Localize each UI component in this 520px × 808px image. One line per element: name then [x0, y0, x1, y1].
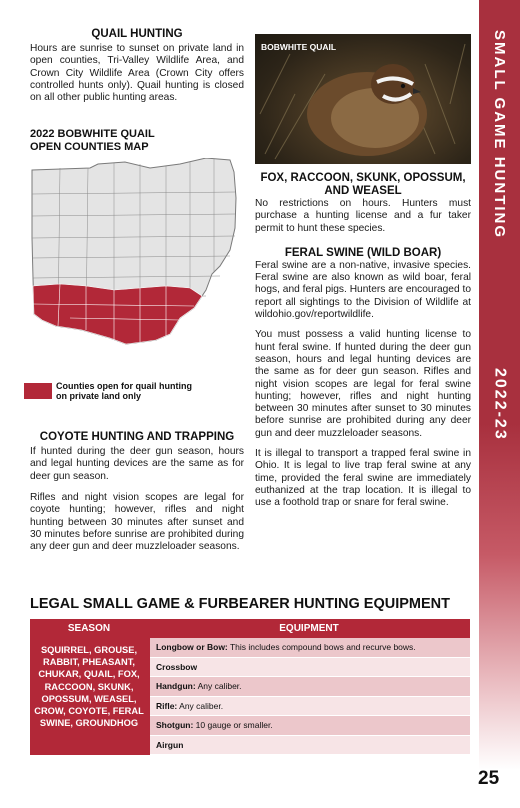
- sidebar-year: 2022-23: [491, 368, 509, 441]
- table-row: [150, 638, 470, 658]
- fox-heading: FOX, RACCOON, SKUNK, OPOSSUM, AND WEASEL: [260, 172, 466, 197]
- page-number: 25: [478, 768, 500, 789]
- map-legend: [24, 381, 196, 401]
- equipment-heading: LEGAL SMALL GAME & FURBEARER HUNTING EQUIPMENT: [30, 596, 450, 612]
- fox-text: No restrictions on hours. Hunters must purchase a hunting license and a fur taker permit to hunt these species.: [255, 198, 471, 234]
- table-row: [150, 658, 470, 678]
- map-title-line2: OPEN COUNTIES MAP: [30, 141, 149, 154]
- equipment-detail: Any caliber.: [179, 700, 224, 711]
- equipment-label: Rifle:: [156, 700, 178, 711]
- equipment-list: [148, 638, 470, 755]
- season-cell: SQUIRREL, GROUSE, RABBIT, PHEASANT, CHUKAR, QUAIL, FOX, RACCOON, SKUNK, OPOSSUM, WEASEL, CROW, COYOTE, FERAL SWINE, GROUNDHOG: [30, 638, 148, 755]
- table-header: [30, 619, 470, 638]
- equipment-label: Airgun: [156, 739, 184, 750]
- equipment-detail: 10 gauge or smaller.: [195, 720, 273, 730]
- table-row: [150, 736, 470, 756]
- ohio-map-graphic: [30, 158, 244, 358]
- map-title: [30, 128, 244, 154]
- map-title-line1: 2022 BOBWHITE QUAIL: [30, 128, 155, 141]
- table-row: [150, 677, 470, 697]
- coyote-text-1: If hunted during the deer gun season, hours and legal hunting devices are the same as for deer gun season.: [30, 446, 244, 482]
- equipment-label: Longbow or Bow:: [156, 642, 228, 652]
- coyote-text-2: Rifles and night vision scopes are legal for coyote hunting; however, rifles and night hunting between 30 minutes after sunset and 30 minutes before sunrise are prohibited during any deer gun and deer muzzleloader seasons.: [30, 492, 244, 553]
- equipment-label: Handgun:: [156, 681, 196, 691]
- feral-swine-text-1: Feral swine are a non-native, invasive species. Feral swine are also known as wild boar, feral hogs, and feral pigs. Hunters are encouraged to report all sightings to the Division of Wildlife at wildohio.gov/reportwildlife.: [255, 259, 471, 321]
- photo-caption: BOBWHITE QUAIL: [261, 42, 337, 52]
- feral-swine-text-2: You must possess a valid hunting license to hunt feral swine. If hunted during the deer gun season, hours and legal hunting devices are the same as for deer gun season. Rifles and night vision scopes are legal for feral swine hunting; however, rifles and night hunting between 30 minutes after sunset to 30 minutes before sunrise are prohibited during any deer gun and deer muzzleloader seasons.: [255, 329, 471, 439]
- feral-swine-text-3: It is illegal to transport a trapped feral swine in Ohio. It is legal to live trap feral swine at any time, provided the feral swine are immediately euthanized at the trap location. It is illegal to use a foothold trap or snare for feral swine.: [255, 448, 471, 509]
- equipment-table: [30, 619, 470, 755]
- quail-hunting-text: Hours are sunrise to sunset on private land in open counties, Tri-Valley Wildlife Area, and Crown City Wildlife Area (Crown City offers controlled hunts only). Quail hunting is closed on all other public hunting areas.: [30, 43, 244, 104]
- quail-illustration: [255, 34, 471, 164]
- sidebar-band: [479, 0, 520, 770]
- feral-swine-heading: FERAL SWINE (WILD BOAR): [284, 246, 442, 259]
- equipment-detail: This includes compound bows and recurve bows.: [229, 642, 416, 652]
- season-column-header: SEASON: [67, 623, 111, 634]
- equipment-detail: Any caliber.: [197, 681, 242, 691]
- quail-hunting-heading: QUAIL HUNTING: [91, 28, 183, 40]
- equipment-label: Crossbow: [156, 661, 198, 672]
- equipment-label: Shotgun:: [156, 720, 194, 730]
- table-row: [150, 697, 470, 717]
- left-column: [30, 28, 244, 358]
- coyote-heading: COYOTE HUNTING AND TRAPPING: [39, 431, 235, 443]
- table-row: [150, 716, 470, 736]
- equipment-column-header: EQUIPMENT: [279, 623, 339, 634]
- sidebar-section-title: SMALL GAME HUNTING: [491, 30, 508, 240]
- legend-swatch: [24, 383, 52, 399]
- legend-label: Counties open for quail hunting on private land only: [56, 381, 192, 401]
- ohio-county-map: [30, 158, 244, 358]
- bobwhite-quail-photo: [255, 34, 471, 164]
- table-body: [30, 638, 470, 755]
- right-column: [255, 28, 471, 510]
